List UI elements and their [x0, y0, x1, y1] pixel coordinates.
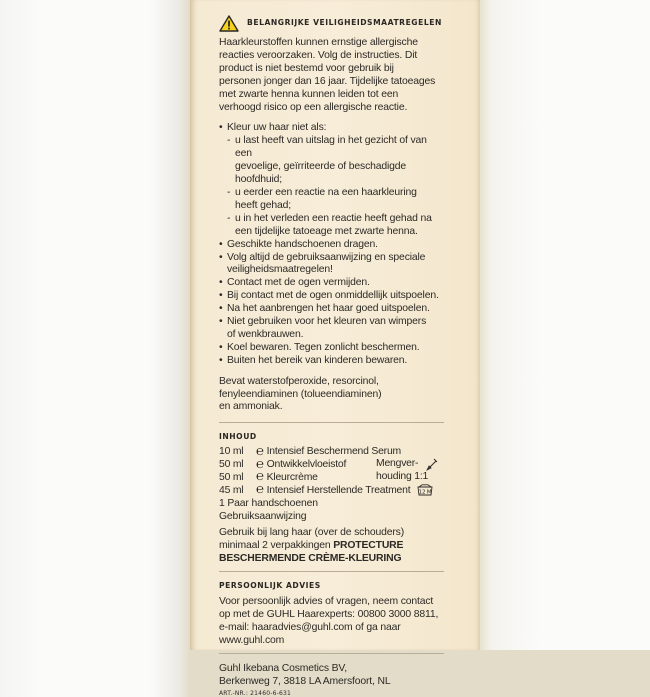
list-item: • Bij contact met de ogen onmiddellijk uitspoelen.	[219, 290, 439, 302]
inhoud-section	[219, 423, 444, 564]
list-item: - u in het verleden een reactie heeft gehad na een tijdelijke tatoeage met zwarte henna.	[227, 212, 432, 237]
warning-header	[219, 14, 444, 32]
inhoud-heading: INHOUD	[219, 432, 257, 442]
ingredients-warning: Bevat waterstofperoxide, resorcinol, fenyleendiaminen (tolueendiaminen) en ammoniak.	[219, 375, 382, 413]
company-section	[219, 654, 444, 697]
mixing-bottle-icon	[425, 457, 439, 471]
list-item: 50 ml ℮ Kleurcrème	[219, 469, 318, 485]
inhoud-extras: 1 Paar handschoenen Gebruiksaanwijzing	[219, 497, 318, 522]
long-hair-note-line: minimaal 2 verpakkingen PROTECTURE	[219, 539, 404, 551]
list-item: • Buiten het bereik van kinderen bewaren.	[219, 354, 408, 366]
label-content	[219, 14, 444, 697]
warning-heading: BELANGRIJKE VEILIGHEIDSMAATREGELEN	[247, 18, 442, 27]
list-item: - u eerder een reactie na een haarkleuring heeft gehad;	[227, 186, 417, 211]
list-item: 50 ml ℮ Ontwikkelvloeistof	[219, 456, 347, 472]
inhoud-list	[219, 445, 444, 496]
warning-intro: Haarkleurstoffen kunnen ernstige allergische reacties veroorzaken. Volg de instructies. Dit product is niet bestemd voor gebruik bij personen jonger dan 16 jaar. Tijdelijke tatoeages met zwarte henna kunnen leiden tot een verhoogd risico op een allergische reactie.	[219, 37, 436, 113]
estimated-sign-icon: ℮	[256, 469, 264, 485]
list-item: 10 ml ℮ Intensief Beschermend Serum	[219, 443, 401, 459]
article-number: ART.-NR.: 21460-6-631	[219, 689, 292, 697]
list-item: • Volg altijd de gebruiksaanwijzing en speciale veiligheidsmaatregelen!	[219, 251, 426, 276]
list-item: • Niet gebruiken voor het kleuren van wimpers of wenkbrauwen.	[219, 316, 427, 340]
advies-heading: PERSOONLIJK ADVIES	[219, 580, 321, 590]
estimated-sign-icon: ℮	[256, 443, 264, 459]
list-item: • Geschikte handschoenen dragen.	[219, 238, 378, 250]
product-name-bold: BESCHERMENDE CRÈME-KLEURING	[219, 552, 402, 564]
product-name-bold: PROTECTURE	[333, 539, 404, 551]
estimated-sign-icon: ℮	[256, 482, 264, 498]
estimated-sign-icon: ℮	[256, 456, 264, 472]
advies-section	[219, 572, 444, 647]
mix-ratio: Mengver- houding 1:1	[376, 458, 429, 482]
list-item: • Na het aanbrengen het haar goed uitspoelen.	[219, 303, 430, 315]
company-address: Guhl Ikebana Cosmetics BV, Berkenweg 7, 3818 LA Amersfoort, NL	[219, 662, 391, 687]
warning-triangle-icon	[219, 15, 239, 32]
period-after-opening-icon	[416, 484, 434, 496]
long-hair-note	[219, 526, 444, 565]
list-item: 45 ml ℮ Intensief Herstellende Treatment 12 M	[219, 484, 444, 497]
warning-list	[219, 122, 444, 367]
list-item: • Koel bewaren. Tegen zonlicht beschermen.	[219, 341, 420, 353]
list-item: - u last heeft van uitslag in het gezicht of van een gevoelige, geïrriteerde of beschadigde hoofdhuid;	[227, 135, 427, 186]
background-right	[480, 0, 650, 650]
svg-text:12 M: 12 M	[419, 489, 432, 496]
list-item: • Kleur uw haar niet als:	[219, 122, 327, 134]
advies-text: Voor persoonlijk advies of vragen, neem contact op met de GUHL Haarexperts: 00800 3000 8811, e-mail: haaradvies@guhl.com of ga naar www.guhl.com	[219, 595, 439, 646]
list-item: • Contact met de ogen vermijden.	[219, 277, 370, 289]
long-hair-note-line: Gebruik bij lang haar (over de schouders)	[219, 526, 405, 538]
